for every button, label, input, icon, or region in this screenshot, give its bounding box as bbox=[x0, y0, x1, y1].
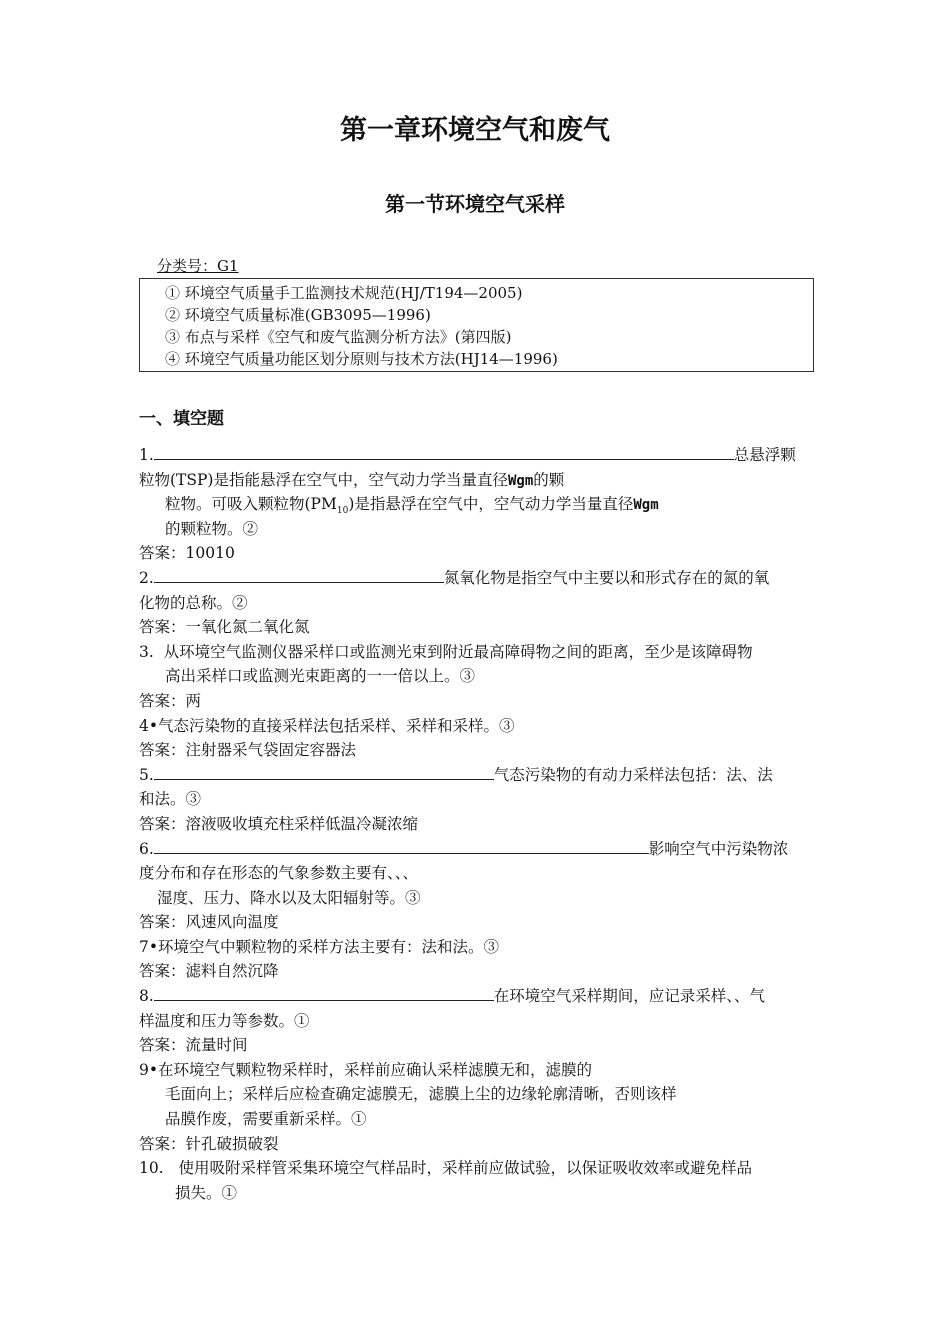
section-subtitle: 第一节环境空气采样 bbox=[385, 192, 565, 216]
answer-3: 答案：两 bbox=[139, 691, 202, 710]
question-3-line bbox=[139, 640, 819, 665]
answer-blank bbox=[154, 444, 734, 460]
question-3-line: 高出采样口或监测光束距离的一一倍以上。③ bbox=[165, 667, 476, 686]
question-10-line: 损失。① bbox=[175, 1183, 238, 1202]
question-8-line: 样温度和压力等参数。① bbox=[139, 1011, 310, 1030]
answer-5: 答案：溶液吸收填充柱采样低温冷凝浓缩 bbox=[139, 814, 419, 833]
question-number: 8. bbox=[139, 987, 154, 1006]
answer-blank bbox=[154, 985, 494, 1001]
question-text: 粒物。可吸入颗粒物(PM bbox=[165, 495, 337, 514]
question-number: 2. bbox=[139, 568, 154, 587]
question-6-line: 湿度、压力、降水以及太阳辐射等。③ bbox=[157, 888, 421, 907]
answer-blank bbox=[154, 567, 444, 583]
answer-1: 答案：10010 bbox=[139, 544, 235, 563]
question-4-line: 4•气态污染物的直接采样法包括采样、采样和采样。③ bbox=[139, 716, 515, 735]
question-1-line bbox=[139, 468, 819, 493]
bold-term: Wgm bbox=[507, 472, 534, 489]
question-2-line: 化物的总称。② bbox=[139, 593, 248, 612]
question-9-line: 9•在环境空气颗粒物采样时，采样前应确认采样滤膜无和，滤膜的 bbox=[139, 1060, 593, 1079]
answer-7: 答案：滤料自然沉降 bbox=[139, 962, 279, 981]
question-number: 3. bbox=[139, 642, 154, 661]
reference-item: ① 环境空气质量手工监测技术规范(HJ/T194—2005) bbox=[165, 284, 523, 302]
section-heading: 一、填空题 bbox=[139, 409, 224, 429]
question-text: 从环境空气监测仪器采样口或监测光束到附近最高障碍物之间的距离，至少是该障碍物 bbox=[163, 642, 753, 661]
reference-box bbox=[139, 278, 814, 372]
question-1-line bbox=[139, 492, 819, 517]
answer-8: 答案：流量时间 bbox=[139, 1036, 248, 1055]
question-text: 使用吸附采样管采集环境空气样品时，采样前应做试验，以保证吸收效率或避免样品 bbox=[178, 1159, 752, 1178]
question-2-line bbox=[139, 566, 819, 591]
question-text: 在环境空气采样期间，应记录采样、、气 bbox=[493, 987, 766, 1006]
question-6-line: 度分布和存在形态的气象参数主要有、、、 bbox=[139, 864, 419, 883]
question-text: 粒物(TSP)是指能悬浮在空气中，空气动力学当量直径 bbox=[139, 470, 508, 489]
bold-term: Wgm bbox=[633, 497, 659, 514]
reference-item: ③ 布点与采样《空气和废气监测分析方法》(第四版) bbox=[165, 328, 512, 346]
reference-item: ④ 环境空气质量功能区划分原则与技术方法(HJ14—1996) bbox=[165, 350, 558, 368]
chapter-title: 第一章环境空气和废气 bbox=[340, 115, 610, 146]
question-text: 总悬浮颗 bbox=[733, 446, 796, 464]
question-text: 的颗 bbox=[533, 470, 565, 489]
question-text: 气态污染物的有动力采样法包括：法、法 bbox=[493, 765, 773, 784]
question-5-line: 和法。③ bbox=[139, 790, 202, 809]
question-9-line: 毛面向上；采样后应检查确定滤膜无，滤膜上尘的边缘轮廓清晰，否则该样 bbox=[165, 1085, 677, 1104]
answer-9: 答案：针孔破损破裂 bbox=[139, 1134, 279, 1153]
question-number: 1. bbox=[139, 446, 154, 464]
question-6-line bbox=[139, 837, 819, 862]
question-text: 影响空气中污染物浓 bbox=[648, 839, 789, 858]
question-number: 10. bbox=[139, 1159, 164, 1178]
answer-4: 答案：注射器采气袋固定容器法 bbox=[139, 741, 357, 760]
question-list bbox=[139, 443, 819, 1205]
question-1-line bbox=[139, 443, 819, 468]
question-8-line bbox=[139, 984, 819, 1009]
answer-6: 答案：风速风向温度 bbox=[139, 913, 279, 932]
subscript: 10 bbox=[336, 506, 349, 517]
class-number: 分类号：G1 bbox=[157, 257, 239, 275]
reference-item: ② 环境空气质量标准(GB3095—1996) bbox=[165, 306, 431, 324]
question-10-line bbox=[139, 1156, 819, 1181]
answer-2: 答案：一氧化氮二氧化氮 bbox=[139, 618, 310, 637]
answer-blank bbox=[154, 838, 649, 854]
question-9-line: 品膜作废，需要重新采样。① bbox=[165, 1110, 367, 1129]
question-text: )是指悬浮在空气中，空气动力学当量直径 bbox=[348, 495, 634, 514]
answer-blank bbox=[154, 764, 494, 780]
question-number: 6. bbox=[139, 839, 154, 858]
question-number: 5. bbox=[139, 765, 154, 784]
question-1-line: 的颗粒物。② bbox=[165, 519, 259, 538]
question-5-line bbox=[139, 763, 819, 788]
question-7-line: 7•环境空气中颗粒物的采样方法主要有：法和法。③ bbox=[139, 937, 500, 956]
question-text: 氮氧化物是指空气中主要以和形式存在的氮的氧 bbox=[443, 568, 770, 587]
